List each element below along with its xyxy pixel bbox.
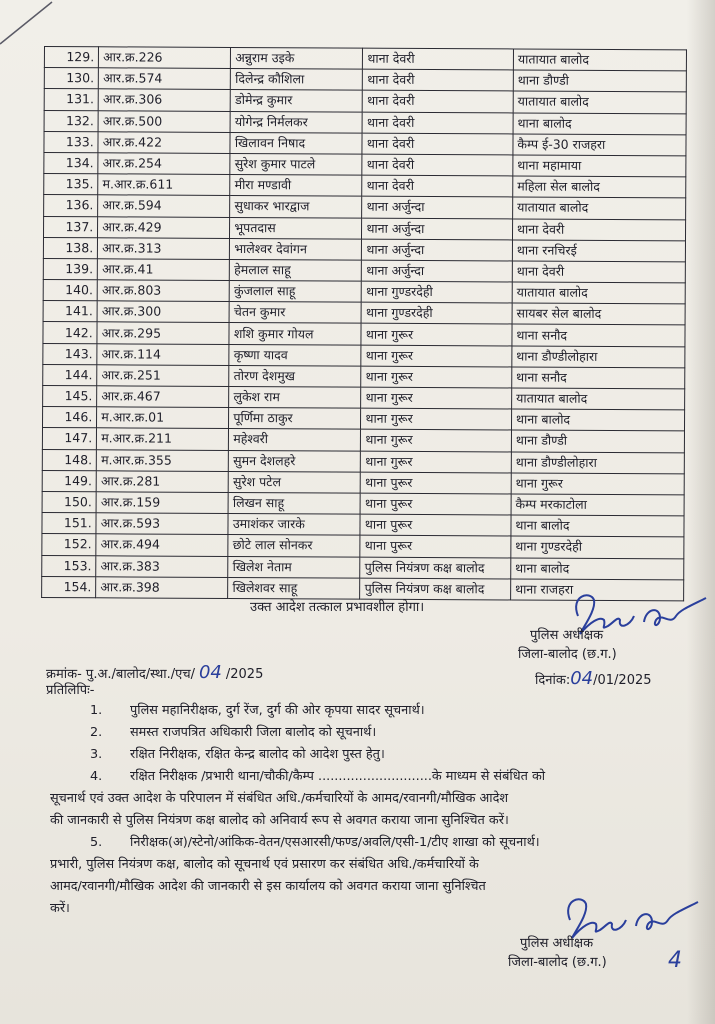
from-station-cell: थाना देवरी [362, 175, 513, 197]
table-row [43, 280, 685, 305]
transfer-roster-table [41, 46, 687, 601]
to-station-cell: थाना देवरी [512, 261, 685, 283]
list-item-text: रक्षित निरीक्षक, रक्षित केन्द्र बालोद को आदेश पुस्त हेतु। [130, 747, 385, 762]
list-item-number: 4. [90, 769, 103, 784]
name-cell: लिखन साहू [228, 492, 360, 514]
list-item-continuation-text: करें। [50, 901, 70, 916]
list-item-continuation-text: सूचनार्थ एवं उक्त आदेश के परिपालन में संबंधित अधि./कर्मचारियों के आमद/रवानगी/मौखिक आदेश [50, 791, 509, 806]
table-row [44, 89, 686, 114]
serial-cell: 134. [44, 152, 98, 173]
name-cell: कृष्णा यादव [229, 344, 361, 366]
serial-cell: 142. [43, 322, 97, 343]
signatory-district-2: जिला-बालोद (छ.ग.) [508, 955, 607, 970]
list-item-continuation [50, 854, 660, 876]
to-station-cell: थाना रनचिरई [512, 240, 685, 262]
name-cell: मीरा मण्डावी [230, 175, 362, 197]
name-cell: डोमेन्द्र कुमार [231, 90, 363, 112]
constable-number-cell: आर.क्र.422 [98, 132, 230, 154]
serial-cell: 150. [42, 491, 96, 512]
name-cell: अन्नुराम उइके [231, 47, 363, 69]
table-row [44, 152, 686, 177]
list-item [90, 744, 660, 766]
serial-cell: 146. [43, 407, 97, 428]
constable-number-cell: आर.क्र.114 [97, 343, 229, 365]
serial-cell: 153. [42, 555, 96, 576]
list-item [90, 832, 660, 854]
to-station-cell: महिला सेल बालोद [513, 176, 686, 198]
fold-line [0, 0, 60, 50]
list-item-number: 2. [90, 725, 103, 740]
serial-cell: 135. [44, 174, 98, 195]
list-item-continuation-text: प्रभारी, पुलिस नियंत्रण कक्ष, बालोद को सूचनार्थ एवं प्रसारण कर संबंधित अधि./कर्मचारियों के [50, 857, 479, 872]
table-row [43, 216, 685, 241]
constable-number-cell: आर.क्र.494 [96, 534, 228, 556]
constable-number-cell: आर.क्र.159 [96, 492, 228, 514]
to-station-cell: थाना डौण्डीलोहारा [511, 452, 684, 474]
to-station-cell: थाना महामाया [513, 155, 686, 177]
reference-prefix: क्रमांक- पु.अ./बालोद/स्था./एच/ [46, 667, 195, 682]
table-row [43, 407, 685, 432]
reference-year: /2025 [225, 667, 264, 682]
serial-cell: 141. [43, 301, 97, 322]
to-station-cell: थाना गुण्डरदेही [511, 536, 684, 558]
serial-cell: 144. [43, 364, 97, 385]
name-cell: खिलेशवर साहू [228, 577, 360, 599]
serial-cell: 139. [43, 258, 97, 279]
signatory-block-1 [518, 626, 617, 664]
name-cell: भालेश्वर देवांगन [230, 238, 362, 260]
serial-cell: 154. [42, 576, 96, 597]
list-item-number: 1. [90, 703, 103, 718]
signatory-district: जिला-बालोद (छ.ग.) [518, 647, 617, 662]
from-station-cell: थाना पुरूर [361, 472, 512, 494]
to-station-cell: थाना डौण्डी [513, 70, 686, 92]
to-station-cell: थाना सनौद [512, 367, 685, 389]
list-item-text: समस्त राजपत्रित अधिकारी जिला बालोद को सूचनार्थ। [130, 725, 377, 740]
constable-number-cell: आर.क्र.594 [98, 195, 230, 217]
to-station-cell: थाना देवरी [512, 218, 685, 240]
serial-cell: 148. [42, 449, 96, 470]
serial-cell: 143. [43, 343, 97, 364]
to-station-cell: थाना गुरूर [511, 473, 684, 495]
name-cell: चेतन कुमार [229, 302, 361, 324]
table-row [42, 449, 684, 474]
list-item-number: 3. [90, 747, 103, 762]
name-cell: सुमन देशलहरे [229, 450, 361, 472]
to-station-cell: थाना राजहरा [511, 579, 684, 601]
constable-number-cell: म.आर.क्र.611 [98, 174, 230, 196]
name-cell: खिलावन निषाद [230, 132, 362, 154]
date-day: 04 [570, 668, 594, 689]
list-item-text: पुलिस महानिरीक्षक, दुर्ग रेंज, दुर्ग की ओर कृपया सादर सूचनार्थ। [130, 703, 425, 718]
to-station-cell: थाना बालोद [511, 409, 684, 431]
constable-number-cell: आर.क्र.467 [97, 386, 229, 408]
from-station-cell: थाना पुरूर [360, 514, 511, 536]
from-station-cell: थाना गुरूर [361, 430, 512, 452]
to-station-cell: कैम्प ई-30 राजहरा [513, 134, 686, 156]
constable-number-cell: आर.क्र.295 [97, 322, 229, 344]
table-row [42, 534, 684, 559]
order-date [535, 668, 652, 689]
from-station-cell: पुलिस नियंत्रण कक्ष बालोद [360, 578, 511, 600]
from-station-cell: थाना अर्जुन्दा [362, 260, 513, 282]
from-station-cell: थाना पुरूर [360, 535, 511, 557]
name-cell: खिलेश नेताम [228, 556, 360, 578]
from-station-cell: थाना गुण्डरदेही [362, 281, 513, 303]
constable-number-cell: आर.क्र.803 [97, 280, 229, 302]
from-station-cell: थाना देवरी [362, 154, 513, 176]
table-row [44, 68, 686, 93]
from-station-cell: थाना पुरूर [360, 493, 511, 515]
name-cell: भूपतदास [230, 217, 362, 239]
constable-number-cell: आर.क्र.500 [98, 110, 230, 132]
constable-number-cell: आर.क्र.398 [96, 576, 228, 598]
to-station-cell: थाना डौण्डी [511, 430, 684, 452]
name-cell: योगेन्द्र निर्मलकर [230, 111, 362, 133]
serial-cell: 130. [44, 68, 98, 89]
table-row [42, 555, 684, 580]
from-station-cell: थाना गुण्डरदेही [361, 302, 512, 324]
to-station-cell: यातायात बालोद [513, 49, 686, 71]
to-station-cell: सायबर सेल बालोद [512, 303, 685, 325]
constable-number-cell: आर.क्र.254 [98, 153, 230, 175]
table-row [44, 195, 686, 220]
name-cell: पूर्णिमा ठाकुर [229, 408, 361, 430]
name-cell: महेश्वरी [229, 429, 361, 451]
to-station-cell: थाना डौण्डीलोहारा [512, 346, 685, 368]
to-station-cell: यातायात बालोद [513, 91, 686, 113]
name-cell: लुकेश राम [229, 386, 361, 408]
signatory-title: पुलिस अधीक्षक [530, 628, 604, 643]
page-edge-shadow [687, 0, 715, 1024]
name-cell: तोरण देशमुख [229, 365, 361, 387]
signatory-block-2 [508, 934, 607, 972]
name-cell: दिलेन्द्र कौशिला [231, 69, 363, 91]
constable-number-cell: आर.क्र.574 [99, 68, 231, 90]
to-station-cell: थाना बालोद [511, 557, 684, 579]
name-cell: शशि कुमार गोयल [229, 323, 361, 345]
name-cell: हेमलाल साहू [230, 259, 362, 281]
to-station-cell: थाना सनौद [512, 324, 685, 346]
constable-number-cell: आर.क्र.300 [97, 301, 229, 323]
name-cell: सुरेश पटेल [229, 471, 361, 493]
name-cell: कुंजलाल साहू [230, 281, 362, 303]
serial-cell: 151. [42, 513, 96, 534]
table-row [44, 110, 686, 135]
serial-cell: 133. [44, 131, 98, 152]
from-station-cell: थाना देवरी [362, 133, 513, 155]
table-row [43, 301, 685, 326]
name-cell: उमाशंकर जारके [228, 514, 360, 536]
list-item [90, 700, 660, 722]
constable-number-cell: आर.क्र.306 [98, 89, 230, 111]
list-item-number: 5. [90, 835, 103, 850]
from-station-cell: थाना अर्जुन्दा [362, 239, 513, 261]
table-row [42, 491, 684, 516]
from-station-cell: थाना अर्जुन्दा [362, 196, 513, 218]
from-station-cell: थाना गुरूर [361, 345, 512, 367]
to-station-cell: यातायात बालोद [512, 282, 685, 304]
list-item-continuation-text: आमद/रवानगी/मौखिक आदेश की जानकारी से इस कार्यालय को अवगत कराया जाना सुनिश्चित [50, 879, 486, 894]
table-row [43, 237, 685, 262]
table-row [43, 343, 685, 368]
to-station-cell: यातायात बालोद [512, 388, 685, 410]
list-item-continuation-text: की जानकारी से पुलिस नियंत्रण कक्ष बालोद को अनिवार्य रूप से अवगत कराया जाना सुनिश्चित करें। [50, 813, 509, 828]
list-item-text: रक्षित निरीक्षक /प्रभारी थाना/चौकी/कैम्प ............................के माध्यम से संबंधित को [130, 769, 546, 784]
from-station-cell: थाना गुरूर [361, 324, 512, 346]
serial-cell: 136. [44, 195, 98, 216]
table-row [43, 258, 685, 283]
copies-label: प्रतिलिपिः- [46, 683, 95, 698]
serial-cell: 147. [42, 428, 96, 449]
to-station-cell: यातायात बालोद [513, 197, 686, 219]
effect-statement: उक्त आदेश तत्काल प्रभावशील होगा। [250, 600, 425, 615]
serial-cell: 131. [44, 89, 98, 110]
name-cell: सुरेश कुमार पाटले [230, 153, 362, 175]
table-row [43, 322, 685, 347]
distribution-list [50, 700, 660, 920]
from-station-cell: पुलिस नियंत्रण कक्ष बालोद [360, 557, 511, 579]
constable-number-cell: आर.क्र.383 [96, 555, 228, 577]
to-station-cell: कैम्प मरकाटोला [511, 494, 684, 516]
signatory-title-2: पुलिस अधीक्षक [520, 936, 594, 951]
from-station-cell: थाना देवरी [363, 48, 514, 70]
constable-number-cell: आर.क्र.281 [96, 471, 228, 493]
date-rest: /01/2025 [593, 673, 652, 688]
list-item [90, 722, 660, 744]
table-row [44, 47, 686, 72]
constable-number-cell: आर.क्र.313 [98, 237, 230, 259]
name-cell: छोटे लाल सोनकर [228, 535, 360, 557]
serial-cell: 137. [43, 216, 97, 237]
serial-cell: 132. [44, 110, 98, 131]
constable-number-cell: आर.क्र.41 [98, 259, 230, 281]
constable-number-cell: म.आर.क्र.211 [97, 428, 229, 450]
constable-number-cell: म.आर.क्र.355 [97, 449, 229, 471]
name-cell: सुधाकर भारद्वाज [230, 196, 362, 218]
constable-number-cell: आर.क्र.593 [96, 513, 228, 535]
list-item-continuation [50, 788, 660, 810]
constable-number-cell: आर.क्र.226 [99, 47, 231, 69]
serial-cell: 138. [43, 237, 97, 258]
to-station-cell: थाना बालोद [511, 515, 684, 537]
from-station-cell: थाना गुरूर [361, 408, 512, 430]
table-row [42, 513, 684, 538]
from-station-cell: थाना देवरी [363, 69, 514, 91]
constable-number-cell: आर.क्र.251 [97, 365, 229, 387]
serial-cell: 152. [42, 534, 96, 555]
constable-number-cell: म.आर.क्र.01 [97, 407, 229, 429]
constable-number-cell: आर.क्र.429 [98, 216, 230, 238]
list-item [90, 766, 660, 788]
list-item-continuation [50, 810, 660, 832]
from-station-cell: थाना देवरी [363, 91, 514, 113]
table-row [42, 428, 684, 453]
from-station-cell: थाना देवरी [362, 112, 513, 134]
serial-cell: 145. [43, 385, 97, 406]
table-row [44, 174, 686, 199]
table-row [42, 470, 684, 495]
table-row [44, 131, 686, 156]
serial-cell: 129. [44, 47, 98, 68]
date-label: दिनांक: [535, 673, 571, 688]
from-station-cell: थाना गुरूर [361, 366, 512, 388]
from-station-cell: थाना गुरूर [361, 387, 512, 409]
table-row [43, 364, 685, 389]
reference-number: 04 [198, 662, 222, 683]
serial-cell: 149. [42, 470, 96, 491]
from-station-cell: थाना अर्जुन्दा [362, 218, 513, 240]
from-station-cell: थाना गुरूर [361, 451, 512, 473]
to-station-cell: थाना बालोद [513, 113, 686, 135]
handwritten-page-number: 4 [668, 948, 682, 973]
roster-body [42, 47, 687, 601]
list-item-text: निरीक्षक(अ)/स्टेनो/आंकिक-वेतन/एसआरसी/फण्ड/अवलि/एसी-1/टीए शाखा को सूचनार्थ। [130, 835, 540, 850]
serial-cell: 140. [43, 280, 97, 301]
table-row [43, 385, 685, 410]
